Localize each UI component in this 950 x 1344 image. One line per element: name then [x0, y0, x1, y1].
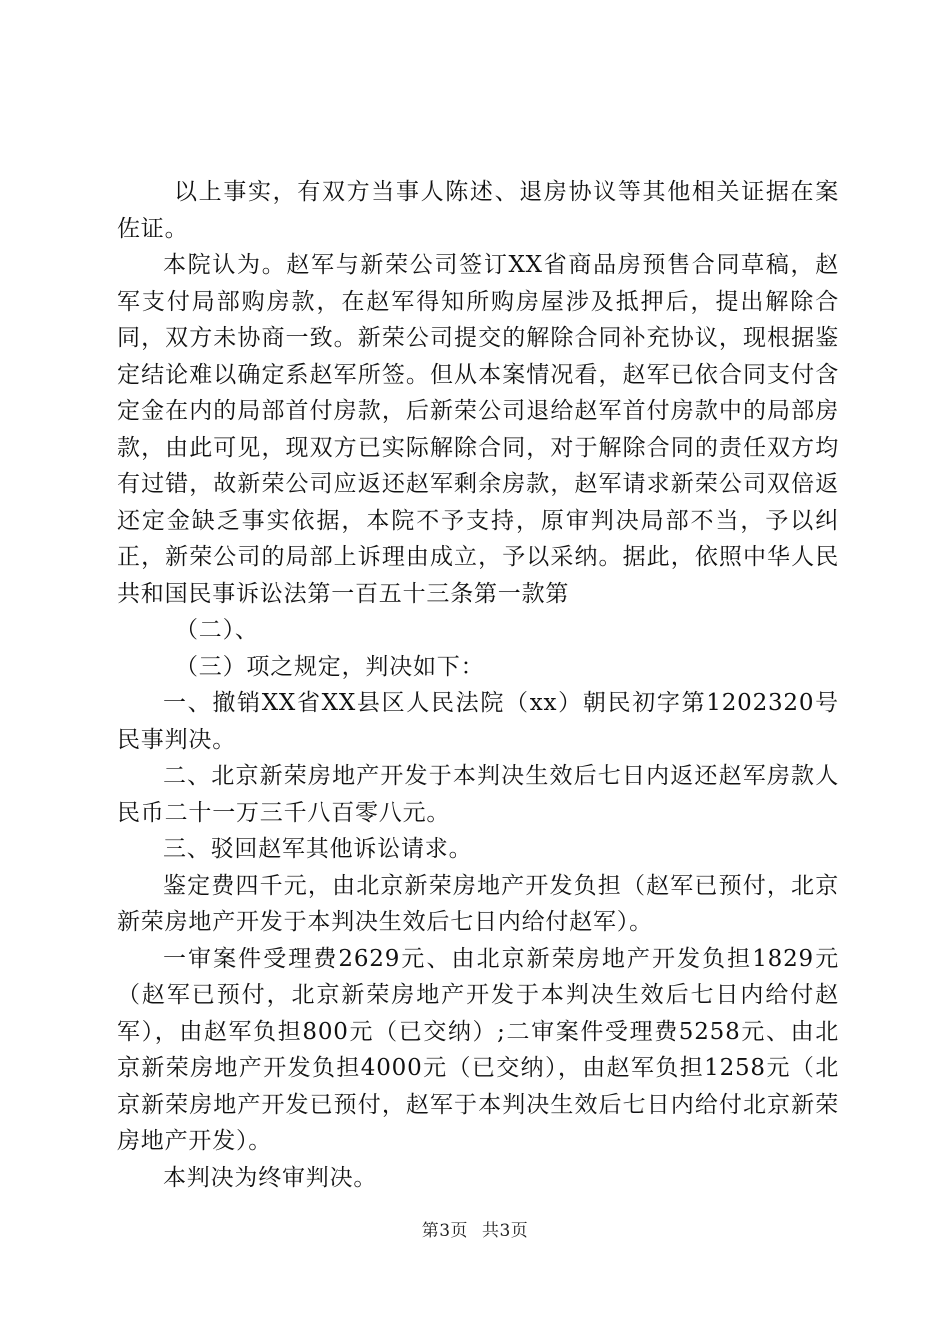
- paragraph-ruling-three: 三、驳回赵军其他诉讼请求。: [163, 836, 473, 862]
- paragraph-item-two: （二）、: [175, 617, 259, 643]
- paragraph-ruling-two: 二、北京新荣房地产开发于本判决生效后七日内返还赵军房款人民币二十一万三千八百零八元。: [117, 763, 839, 826]
- paragraph-item-three: （三）项之规定，判决如下：: [175, 653, 485, 680]
- paragraph-court-opinion: 本院认为。赵军与新荣公司签订XX省商品房预售合同草稿，赵军支付局部购房款，在赵军得知所购房屋涉及抵押后，提出解除合同，双方未协商一致。新荣公司提交的解除合同补充协议，现根据鉴定结论难以确定系赵军所签。但从本案情况看，赵军已依合同支付含定金在内的局部首付房款，后新荣公司退给赵军首付房款中的局部房款，由此可见，现双方已实际解除合同，对于解除合同的责任双方均有过错，故新荣公司应返还赵军剩余房款，赵军请求新荣公司双倍返还定金缺乏事实依据，本院不予支持，原审判决局部不当，予以纠正，新荣公司的局部上诉理由成立，予以采纳。据此，依照中华人民共和国民事诉讼法第一百五十三条第一款第: [117, 252, 839, 607]
- document-body: [117, 174, 839, 1196]
- paragraph-ruling-one: 一、撤销XX省XX县区人民法院（xx）朝民初字第1202320号民事判决。: [117, 690, 839, 753]
- page-number-current: 第3页: [421, 1221, 469, 1241]
- paragraph-appraisal-fee: 鉴定费四千元，由北京新荣房地产开发负担（赵军已预付，北京新荣房地产开发于本判决生效后七日内给付赵军）。: [117, 872, 839, 935]
- page-footer: [0, 1216, 950, 1241]
- paragraph-case-fees: 一审案件受理费2629元、由北京新荣房地产开发负担1829元（赵军已预付，北京新荣房地产开发于本判决生效后七日内给付赵军），由赵军负担800元（已交纳）;二审案件受理费5258元、由北京新荣房地产开发负担4000元（已交纳），由赵军负担1258元（北京新荣房地产开发已预付，赵军于本判决生效后七日内给付北京新荣房地产开发）。: [117, 945, 839, 1154]
- paragraph-final-judgment: 本判决为终审判决。: [163, 1164, 378, 1191]
- page-number-total: 共3页: [481, 1221, 529, 1241]
- paragraph-facts: 以上事实，有双方当事人陈述、退房协议等其他相关证据在案佐证。: [117, 179, 839, 242]
